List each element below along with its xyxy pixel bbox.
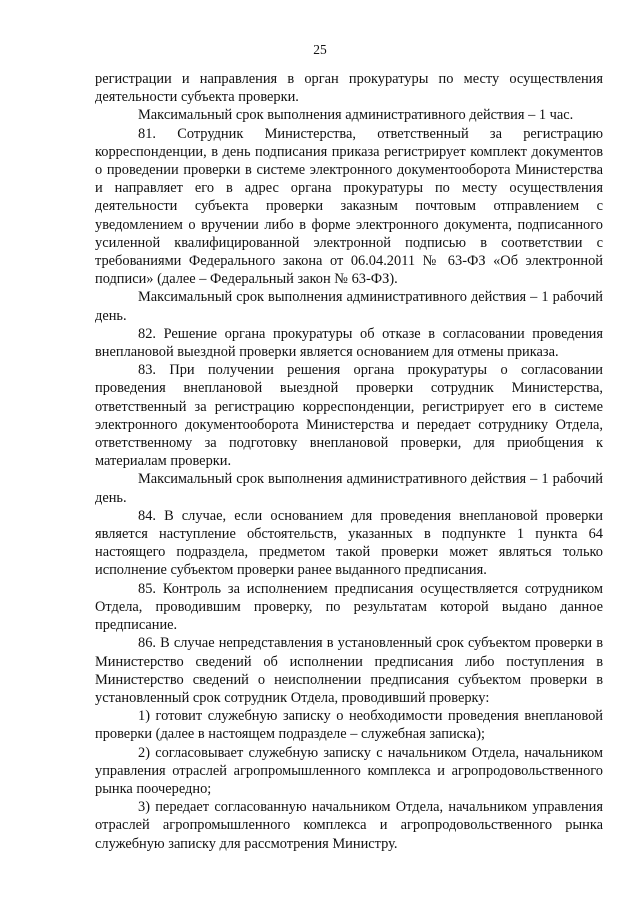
paragraph-81: 81. Сотрудник Министерства, ответственный за регистрацию корреспонденции, в день подписания приказа регистрирует комплект документов о проведении проверки в системе электронного документооборота Министерства и направляет его в адрес органа прокуратуры по месту осуществления деятельности субъекта проверки заказным почтовым отправлением с уведомлением о вручении либо в форме электронного документа, подписанного усиленной квалифицированной электронной подписью в соответствии с требованиями Федерального закона от 06.04.2011 № 63-ФЗ «Об электронной подписи» (далее – Федеральный закон № 63-ФЗ). — [95, 125, 603, 288]
paragraph-86-item-1: 1) готовит служебную записку о необходимости проведения внеплановой проверки (далее в настоящем подразделе – служебная записка); — [95, 708, 603, 743]
paragraph-86: 86. В случае непредставления в установленный срок субъектом проверки в Министерство сведений об исполнении предписания либо поступления в Министерство сведений о неисполнении предписания субъектом проверки в установленный срок сотрудник Отдела, проводивший проверку: — [95, 635, 603, 706]
paragraph-deadline-1-hour: Максимальный срок выполнения административного действия – 1 час. — [138, 107, 574, 124]
paragraph-deadline-1-day: Максимальный срок выполнения административного действия – 1 рабочий день. — [95, 471, 603, 506]
paragraph-86-item-2: 2) согласовывает служебную записку с начальником Отдела, начальником управления отраслей агропромышленного комплекса и агропродовольственного рынка поочередно; — [95, 744, 603, 797]
paragraph-83: 83. При получении решения органа прокуратуры о согласовании проведения внеплановой выездной проверки сотрудник Министерства, ответственный за регистрацию корреспонденции, регистрирует его в системе электронного документооборота Министерства и передает сотруднику Отдела, ответственному за подготовку внеплановой проверки, для приобщения к материалам проверки. — [95, 362, 603, 470]
paragraph-84: 84. В случае, если основанием для проведения внеплановой проверки является наступление обстоятельств, указанных в подпункте 1 пункта 64 настоящего подраздела, предметом такой проверки может являться только исполнение субъектом проверки ранее выданного предписания. — [95, 507, 603, 579]
paragraph-82: 82. Решение органа прокуратуры об отказе в согласовании проведения внеплановой выездной проверки является основанием для отмены приказа. — [95, 325, 603, 361]
paragraph-85: 85. Контроль за исполнением предписания осуществляется сотрудником Отдела, проводившим проверку, по результатам которой выдано данное предписание. — [95, 580, 603, 634]
document-body — [95, 70, 603, 853]
paragraph-deadline-1-day: Максимальный срок выполнения административного действия – 1 рабочий день. — [95, 289, 603, 324]
page-number: 25 — [313, 42, 327, 57]
paragraph-86-item-3: 3) передает согласованную начальником Отдела, начальником управления отраслей агропромышленного комплекса и агропродовольственного рынка служебную записку для рассмотрения Министру. — [95, 799, 603, 852]
paragraph-continuation: регистрации и направления в орган прокуратуры по месту осуществления деятельности субъекта проверки. — [95, 71, 603, 106]
